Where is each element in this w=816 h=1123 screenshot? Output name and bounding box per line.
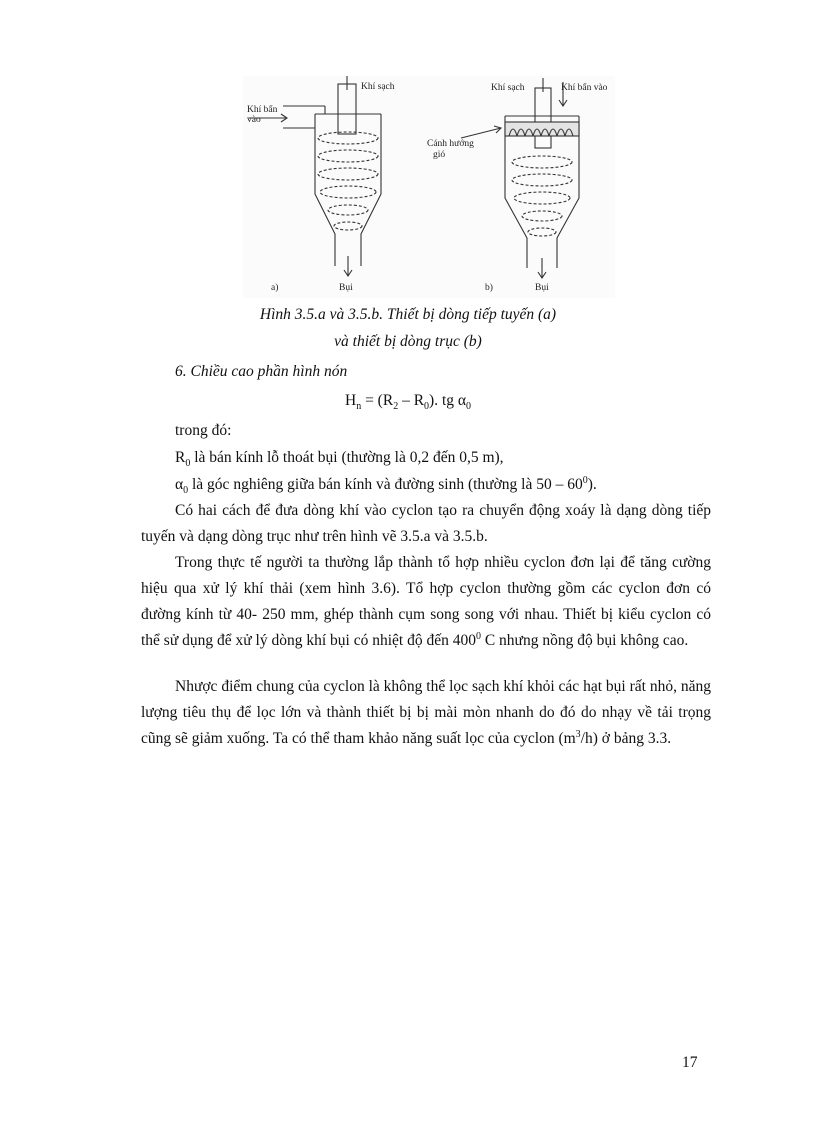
- definition-alpha0: [175, 472, 597, 498]
- left-top-label: Khí sạch: [361, 82, 395, 92]
- p2-text-a: Trong thực tế người ta thường lắp thành tổ hợp nhiều cyclon đơn lại để tăng cường hiệu qua xử lý khí thải (xem hình 3.6). Tổ hợp cyclon thường gồm các cyclon đơn có đường kính từ 40- 250 mm, ghép thành cụm song song với nhau. Thiết bị kiểu cyclon có thể sử dụng để xử lý dòng khí bụi có nhiệt độ đến 400: [141, 554, 711, 649]
- left-tag: a): [271, 283, 279, 293]
- left-side-label-2: vào: [247, 115, 261, 125]
- right-vane-label-1: Cánh hướng: [427, 139, 474, 149]
- cone-height-formula: [0, 388, 816, 414]
- def1-text: là bán kính lỗ thoát bụi (thường là 0,2 đến 0,5 m),: [190, 449, 504, 466]
- right-tag: b): [485, 283, 493, 293]
- def2-sup: 0: [582, 474, 588, 486]
- def1-sub: 0: [185, 458, 191, 470]
- cyclone-diagram: [243, 76, 615, 298]
- formula-alpha-sub: 0: [466, 401, 471, 413]
- right-top-label-2: Khí bẩn vào: [561, 83, 608, 93]
- paragraph-intro-flow: Có hai cách để đưa dòng khí vào cyclon tạo ra chuyển động xoáy là dạng dòng tiếp tuyến và dạng dòng trục như trên hình vẽ 3.5.a và 3.5.b.: [141, 502, 711, 545]
- right-bottom-label: Bụi: [535, 283, 549, 293]
- section-heading: 6. Chiều cao phần hình nón: [175, 363, 348, 380]
- right-top-label-1: Khí sạch: [491, 83, 525, 93]
- formula-r0-sub: 0: [424, 401, 430, 413]
- paragraph-disadvantages: [141, 674, 711, 752]
- formula-lhs: H: [344, 392, 357, 409]
- def1-symbol: R: [175, 449, 186, 466]
- p3-text-b: /h) ở bảng 3.3.: [580, 730, 672, 747]
- figure-caption-line-2: và thiết bị dòng trục (b): [334, 333, 482, 350]
- p3-sup: 3: [575, 728, 581, 740]
- def2-sub: 0: [183, 485, 189, 497]
- figure-caption-line-1: Hình 3.5.a và 3.5.b. Thiết bị dòng tiếp tuyến (a): [259, 306, 557, 323]
- def2-text: là góc nghiêng giữa bán kính và đường sinh (thường là 50 – 60: [188, 476, 583, 493]
- formula-tail: ). tg α: [429, 392, 466, 409]
- p2-text-b: C nhưng nồng độ bụi không cao.: [480, 632, 689, 649]
- cyclone-figure: [243, 76, 615, 298]
- where-label: trong đó:: [175, 422, 232, 439]
- page-number: 17: [682, 1054, 698, 1071]
- def2-end: ).: [587, 476, 597, 493]
- left-side-label-1: Khí bẩn: [247, 105, 278, 115]
- def2-symbol: α: [175, 476, 184, 493]
- left-bottom-label: Bụi: [339, 283, 353, 293]
- formula-eq: = (R: [361, 392, 394, 409]
- formula-mid: – R: [398, 392, 425, 409]
- p3-text-a: Nhược điểm chung của cyclon là không thể lọc sạch khí khỏi các hạt bụi rất nhỏ, năng lượng tiêu thụ để lọc lớn và thành thiết bị bị mài mòn nhanh do đó do nhạy về tải trọng cũng sẽ giảm xuống. Ta có thể tham khảo năng suất lọc của cyclon (m: [141, 678, 711, 747]
- right-vane-label-2: gió: [433, 150, 446, 160]
- paragraph-cyclone-combination: [141, 550, 711, 654]
- formula-lhs-sub: n: [356, 401, 362, 413]
- definition-r0: [175, 445, 504, 471]
- formula-r2-sub: 2: [393, 401, 399, 413]
- p2-sup: 0: [475, 630, 481, 642]
